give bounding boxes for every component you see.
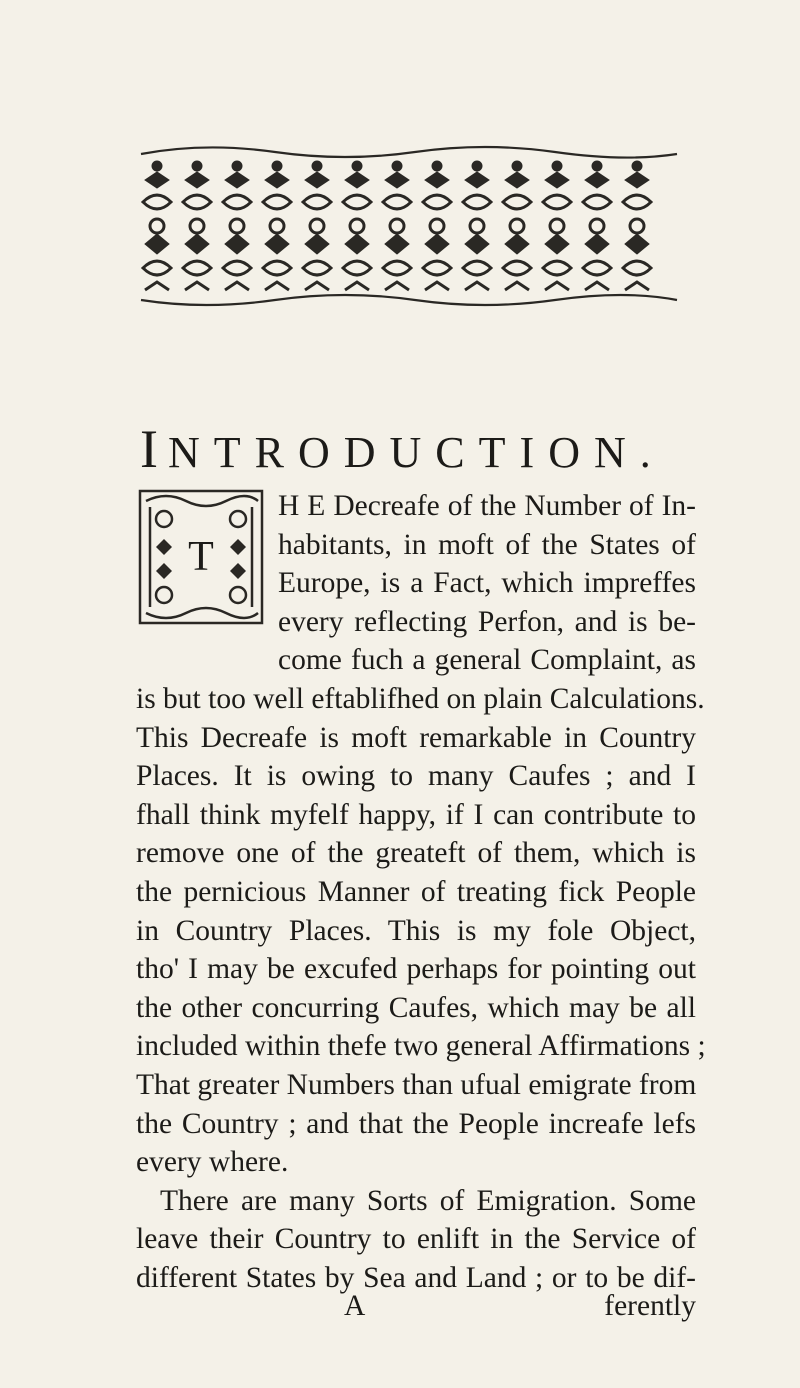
- text-line: That greater Numbers than ufual emigrate from: [136, 1068, 697, 1101]
- body-text: [136, 487, 706, 1297]
- text-line: come fuch a general Complaint, as: [278, 644, 696, 677]
- text-line: leave their Country to enlift in the Service of: [136, 1223, 696, 1256]
- signature-mark: A: [344, 1290, 366, 1322]
- text-line: every where.: [136, 1146, 289, 1179]
- text-line: the other concurring Caufes, which may be all: [136, 991, 696, 1024]
- text-line: in Country Places. This is my fole Object,: [136, 914, 696, 947]
- text-line: the Country ; and that the People increafe lefs: [136, 1107, 696, 1140]
- dropcap-letter: T: [188, 534, 214, 580]
- text-line: every reflecting Perfon, and is be-: [278, 605, 696, 638]
- text-line: different States by Sea and Land ; or to be dif-: [136, 1261, 696, 1294]
- text-line: the pernicious Manner of treating fick People: [136, 875, 696, 908]
- heading-rest: NTRODUCTION.: [167, 428, 665, 477]
- text-line: There are many Sorts of Emigration. Some: [160, 1184, 696, 1217]
- heading-initial: I: [140, 419, 168, 479]
- text-line: remove one of the greateft of them, which is: [136, 837, 696, 870]
- text-line: Places. It is owing to many Caufes ; and I: [136, 760, 696, 793]
- catchword: ferently: [604, 1290, 696, 1322]
- text-line: is but too well eftablifhed on plain Calculations.: [136, 682, 705, 715]
- text-line: habitants, in moft of the States of: [278, 528, 696, 561]
- headpiece-ornament: [135, 140, 683, 312]
- text-line: Europe, is a Fact, which impreffes: [278, 567, 696, 600]
- text-line: tho' I may be excufed perhaps for pointing out: [136, 953, 696, 986]
- page-footer: [136, 1290, 696, 1328]
- text-line: This Decreafe is moft remarkable in Country: [136, 721, 696, 754]
- page-heading: [140, 418, 665, 480]
- text-line: fhall think myfelf happy, if I can contribute to: [136, 798, 696, 831]
- text-line: H E Decreafe of the Number of In-: [278, 490, 696, 522]
- text-line: included within thefe two general Affirmations ;: [136, 1030, 706, 1063]
